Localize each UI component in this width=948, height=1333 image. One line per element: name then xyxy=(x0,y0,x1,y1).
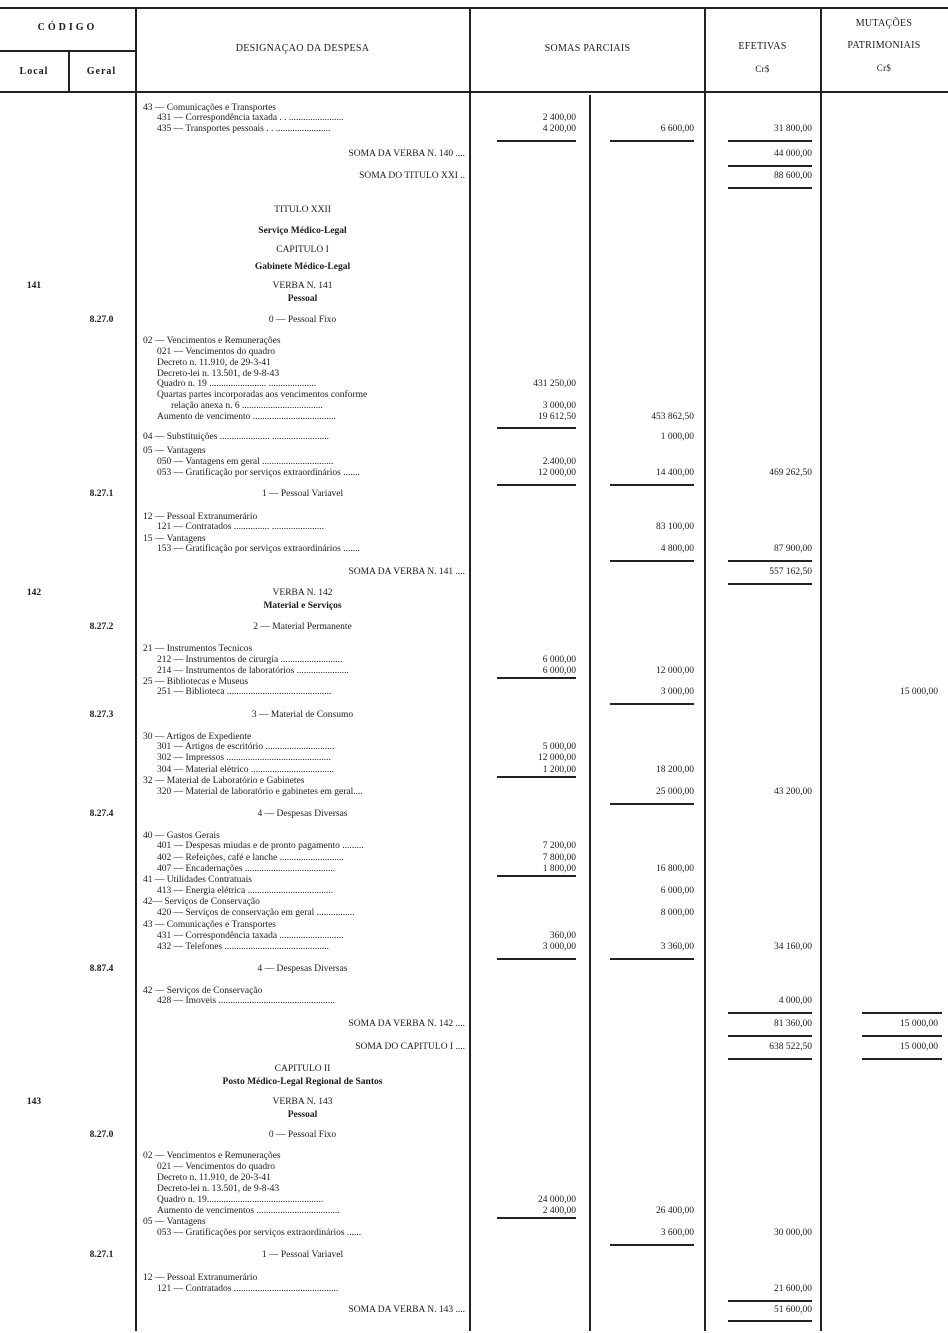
expense-description: 320 — Material de laboratório e gabinetes em geral.... xyxy=(157,787,363,797)
partial-sum-2: 3 600,00 xyxy=(660,1228,694,1238)
sum-rule xyxy=(728,1012,812,1014)
expense-description: 41 — Utilidades Contratuais xyxy=(143,875,252,885)
table-row xyxy=(0,261,948,273)
expense-description: Pessoal xyxy=(287,294,318,304)
partial-sum-1: 2.400,00 xyxy=(542,457,576,467)
table-row xyxy=(0,543,948,555)
sum-rule xyxy=(862,1012,942,1014)
table-row xyxy=(0,1249,948,1261)
table-row xyxy=(0,1129,948,1141)
expense-description: Serviço Médico-Legal xyxy=(258,226,347,236)
table-row xyxy=(0,941,948,953)
expense-description: 42— Serviços de Conservação xyxy=(143,897,260,907)
effective-amount: 469 262,50 xyxy=(769,468,812,478)
sum-rule xyxy=(610,560,694,562)
expense-description: 413 — Energia elétrica .................................... xyxy=(157,886,334,896)
expense-description: 21 — Instrumentos Tecnicos xyxy=(143,644,253,654)
expense-description: 432 — Telefones ............................................ xyxy=(157,942,329,952)
expense-description: 153 — Gratificação por serviços extraordinários ....... xyxy=(157,544,360,554)
expense-description: 251 — Biblioteca ............................................ xyxy=(157,687,332,697)
expense-description: Decreto-lei n. 13.501, de 9-8-43 xyxy=(157,1184,280,1194)
expense-description: Posto Médico-Legal Regional de Santos xyxy=(222,1077,383,1087)
sum-rule xyxy=(728,140,812,142)
sum-rule xyxy=(728,583,812,585)
table-row xyxy=(0,1041,948,1053)
header-designacao: DESIGNAÇAO DA DESPESA xyxy=(235,43,370,54)
table-row xyxy=(0,1076,948,1088)
expense-description: SOMA DA VERBA N. 141 .... xyxy=(348,567,465,577)
expense-description: 301 — Artigos de escritório ............................. xyxy=(157,742,335,752)
expense-description: 021 — Vencimentos do quadro xyxy=(157,1162,276,1172)
expense-description: 15 — Vantagens xyxy=(143,534,206,544)
expense-description: CAPITULO I xyxy=(276,245,329,255)
expense-description: Aumento de vencimento ................................... xyxy=(157,412,336,422)
sum-rule xyxy=(610,958,694,960)
expense-description: 428 — Imoveis ................................................. xyxy=(157,996,335,1006)
table-row xyxy=(0,566,948,578)
partial-sum-1: 1 200,00 xyxy=(542,765,576,775)
expense-description: SOMA DA VERBA N. 142 .... xyxy=(348,1019,465,1029)
expense-description: 43 — Comunicações e Transportes xyxy=(143,920,276,930)
expense-description: 05 — Vantagens xyxy=(143,446,206,456)
effective-amount: 31 800,00 xyxy=(774,124,812,134)
expense-description: 0 — Pessoal Fixo xyxy=(268,1130,337,1140)
sum-rule xyxy=(610,703,694,705)
table-row xyxy=(0,314,948,326)
partial-sum-1: 360,00 xyxy=(549,931,576,941)
partial-sum-2: 453 862,50 xyxy=(651,412,694,422)
header-mutacoes-1: MUTAÇÕES xyxy=(855,18,913,29)
expense-description: 420 — Serviços de conservação em geral ................ xyxy=(157,908,355,918)
expense-description: relação anexa n. 6 .................................. xyxy=(171,401,323,411)
partial-sum-2: 14 400,00 xyxy=(656,468,694,478)
expense-description: Decreto n. 11.910, de 29-3-41 xyxy=(157,358,271,368)
expense-description: SOMA DO CAPITULO I .... xyxy=(355,1042,465,1052)
header-mutacoes-unit: Cr$ xyxy=(876,63,892,73)
table-row xyxy=(0,488,948,500)
expense-description: 053 — Gratificações por serviços extraordinários ...... xyxy=(157,1228,362,1238)
expense-description: 401 — Despesas miudas e de pronto pagamento ......... xyxy=(157,841,364,851)
partial-sum-1: 4 200,00 xyxy=(542,124,576,134)
table-row xyxy=(0,840,948,852)
partial-sum-1: 431 250,00 xyxy=(533,379,576,389)
partial-sum-1: 7 800,00 xyxy=(542,853,576,863)
expense-description: 121 — Contratados ............... ...................... xyxy=(157,522,325,532)
expense-description: TITULO XXII xyxy=(274,205,331,215)
expense-description: VERBA N. 142 xyxy=(272,588,333,598)
expense-description: 42 — Serviços de Conservação xyxy=(143,986,263,996)
expense-description: 304 — Material elétrico ................................... xyxy=(157,765,335,775)
table-row xyxy=(0,148,948,160)
expense-description: VERBA N. 141 xyxy=(272,281,333,291)
sum-rule xyxy=(728,165,812,167)
expense-description: CAPITULO II xyxy=(274,1064,331,1074)
table-row xyxy=(0,411,948,423)
partial-sum-1: 6 000,00 xyxy=(542,666,576,676)
patrimonial-mutation: 15 000,00 xyxy=(900,1042,938,1052)
partial-sum-1: 5 000,00 xyxy=(542,742,576,752)
effective-amount: 51 600,00 xyxy=(774,1305,812,1315)
effective-amount: 638 522,50 xyxy=(769,1042,812,1052)
partial-sum-1: 12 000,00 xyxy=(538,753,576,763)
partial-sum-2: 26 400,00 xyxy=(656,1206,694,1216)
partial-sum-1: 1 800,00 xyxy=(542,864,576,874)
expense-description: 32 — Material de Laboratório e Gabinetes xyxy=(143,776,305,786)
partial-sum-2: 18 200,00 xyxy=(656,765,694,775)
expense-description: 12 — Pessoal Extranumerário xyxy=(143,512,258,522)
expense-description: 12 — Pessoal Extranumerário xyxy=(143,1273,258,1283)
expense-description: 0 — Pessoal Fixo xyxy=(268,315,337,325)
expense-description: 431 — Correspondência taxada ........................... xyxy=(157,931,344,941)
expense-description: 3 — Material de Consumo xyxy=(251,710,354,720)
code-geral: 8.27.4 xyxy=(89,809,114,819)
table-row xyxy=(0,1018,948,1030)
header-somas-parciais: SOMAS PARCIAIS xyxy=(544,43,631,54)
table-row xyxy=(0,907,948,919)
effective-amount: 88 600,00 xyxy=(774,171,812,181)
effective-amount: 21 600,00 xyxy=(774,1284,812,1294)
expense-description: 4 — Despesas Diversas xyxy=(257,809,348,819)
partial-sum-2: 4 800,00 xyxy=(660,544,694,554)
partial-sum-2: 16 800,00 xyxy=(656,864,694,874)
sum-rule xyxy=(862,1035,942,1037)
expense-description: 402 — Refeições, café e lanche ........................... xyxy=(157,853,344,863)
expense-description: 02 — Vencimentos e Remunerações xyxy=(143,1151,281,1161)
table-row xyxy=(0,1227,948,1239)
expense-description: SOMA DO TITULO XXI .. xyxy=(359,171,465,181)
table-row xyxy=(0,123,948,135)
effective-amount: 87 900,00 xyxy=(774,544,812,554)
partial-sum-2: 6 000,00 xyxy=(660,886,694,896)
partial-sum-1: 3 000,00 xyxy=(542,942,576,952)
expense-description: 1 — Pessoal Variavel xyxy=(261,489,344,499)
header-local: Local xyxy=(19,66,49,77)
sum-rule xyxy=(610,484,694,486)
sum-rule xyxy=(497,484,576,486)
expense-description: 25 — Bibliotecas e Museus xyxy=(143,677,249,687)
expense-description: 121 — Contratados ............................................ xyxy=(157,1284,339,1294)
table-row xyxy=(0,587,948,599)
table-row xyxy=(0,963,948,975)
expense-description: Gabinete Médico-Legal xyxy=(254,262,351,272)
expense-description: Material e Serviços xyxy=(263,601,342,611)
code-geral: 8.27.1 xyxy=(89,1250,114,1260)
sum-rule xyxy=(497,140,576,142)
effective-amount: 557 162,50 xyxy=(769,567,812,577)
expense-description: 435 — Transportes pessoais . . ....................... xyxy=(157,124,331,134)
table-row xyxy=(0,621,948,633)
expense-description: 407 — Encadernações ...................................... xyxy=(157,864,336,874)
header-efetivas: EFETIVAS xyxy=(738,41,787,52)
partial-sum-2: 1 000,00 xyxy=(660,432,694,442)
expense-description: Quartas partes incorporadas aos vencimentos conforme xyxy=(157,390,368,400)
header-bottom-rule xyxy=(0,91,948,93)
code-geral: 8.27.0 xyxy=(89,315,114,325)
expense-description: 40 — Gastos Gerais xyxy=(143,831,220,841)
code-geral: 8.27.2 xyxy=(89,622,114,632)
partial-sum-1: 6 000,00 xyxy=(542,655,576,665)
code-geral: 8.27.0 xyxy=(89,1130,114,1140)
code-local: 142 xyxy=(26,588,42,598)
header-efetivas-unit: Cr$ xyxy=(755,64,770,74)
expense-description: Decreto-lei n. 13.501, de 9-8-43 xyxy=(157,369,280,379)
effective-amount: 4 000,00 xyxy=(778,996,812,1006)
sum-rule xyxy=(497,427,576,429)
effective-amount: 34 160,00 xyxy=(774,942,812,952)
sum-rule xyxy=(728,1320,812,1322)
table-row xyxy=(0,225,948,237)
partial-sum-1: 12 000,00 xyxy=(538,468,576,478)
partial-sum-2: 83 100,00 xyxy=(656,522,694,532)
effective-amount: 81 360,00 xyxy=(774,1019,812,1029)
partial-sum-2: 3 000,00 xyxy=(660,687,694,697)
expense-description: 050 — Vantagens em geral .............................. xyxy=(157,457,334,467)
partial-sum-1: 3 000,00 xyxy=(542,401,576,411)
table-row xyxy=(0,244,948,256)
partial-sum-1: 7 200,00 xyxy=(542,841,576,851)
expense-description: VERBA N. 143 xyxy=(272,1097,333,1107)
table-row xyxy=(0,752,948,764)
table-row xyxy=(0,1109,948,1121)
partial-sum-1: 2 400,00 xyxy=(542,113,576,123)
code-geral: 8.87.4 xyxy=(89,964,114,974)
sum-rule xyxy=(610,1244,694,1246)
sum-rule xyxy=(728,187,812,189)
table-row xyxy=(0,280,948,292)
table-row xyxy=(0,995,948,1007)
expense-description: 05 — Vantagens xyxy=(143,1217,206,1227)
header-geral: Geral xyxy=(86,66,117,77)
patrimonial-mutation: 15 000,00 xyxy=(900,687,938,697)
sum-rule xyxy=(862,1058,942,1060)
table-row xyxy=(0,1304,948,1316)
expense-description: 2 — Material Permanente xyxy=(253,622,352,632)
partial-sum-2: 6 600,00 xyxy=(660,124,694,134)
expense-description: Decreto n. 11.910, de 20-3-41 xyxy=(157,1173,271,1183)
partial-sum-2: 8 000,00 xyxy=(660,908,694,918)
partial-sum-2: 3 360,00 xyxy=(660,942,694,952)
code-local: 141 xyxy=(26,281,42,291)
table-row xyxy=(0,786,948,798)
expense-description: 4 — Despesas Diversas xyxy=(257,964,348,974)
expense-description: 431 — Correspondência taxada . . ....................... xyxy=(157,113,344,123)
expense-description: 04 — Substituições ..................... ........................ xyxy=(143,432,330,442)
expense-description: 214 — Instrumentos de laboratórios ...................... xyxy=(157,666,349,676)
table-row xyxy=(0,1063,948,1075)
table-row xyxy=(0,467,948,479)
table-row xyxy=(0,293,948,305)
expense-description: 30 — Artigos de Expediente xyxy=(143,732,252,742)
partial-sum-1: 19 612,50 xyxy=(538,412,576,422)
header-mutacoes-2: PATRIMONIAIS xyxy=(847,40,921,51)
expense-description: 212 — Instrumentos de cirurgia .......................... xyxy=(157,655,343,665)
table-row xyxy=(0,1283,948,1295)
expense-description: 1 — Pessoal Variavel xyxy=(261,1250,344,1260)
expense-description: Quadro n. 19 ........................ .................... xyxy=(157,379,317,389)
table-row xyxy=(0,1096,948,1108)
effective-amount: 30 000,00 xyxy=(774,1228,812,1238)
sum-rule xyxy=(610,803,694,805)
header-codigo: CÓDIGO xyxy=(37,22,98,33)
expense-description: Quadro n. 19................................................. xyxy=(157,1195,324,1205)
expense-description: 43 — Comunicações e Transportes xyxy=(143,103,276,113)
table-row xyxy=(0,204,948,216)
effective-amount: 43 200,00 xyxy=(774,787,812,797)
sum-rule xyxy=(728,1300,812,1302)
partial-sum-1: 2 400,00 xyxy=(542,1206,576,1216)
sum-rule xyxy=(728,560,812,562)
sum-rule xyxy=(497,958,576,960)
code-geral: 8.27.1 xyxy=(89,489,114,499)
sum-rule xyxy=(610,140,694,142)
table-row xyxy=(0,600,948,612)
partial-sum-1: 24 000,00 xyxy=(538,1195,576,1205)
code-geral: 8.27.3 xyxy=(89,710,114,720)
patrimonial-mutation: 15 000,00 xyxy=(900,1019,938,1029)
table-row xyxy=(0,431,948,443)
table-row xyxy=(0,709,948,721)
sum-rule xyxy=(728,1058,812,1060)
partial-sum-2: 12 000,00 xyxy=(656,666,694,676)
expense-description: 053 — Gratificação por serviços extraordinários ....... xyxy=(157,468,360,478)
expense-description: Pessoal xyxy=(287,1110,318,1120)
expense-description: Aumento de vencimentos ................................... xyxy=(157,1206,340,1216)
code-local: 143 xyxy=(26,1097,42,1107)
effective-amount: 44 000,00 xyxy=(774,149,812,159)
expense-description: 302 — Impressos ............................................ xyxy=(157,753,331,763)
expense-description: 021 — Vencimentos do quadro xyxy=(157,347,276,357)
sum-rule xyxy=(728,1035,812,1037)
table-row xyxy=(0,170,948,182)
partial-sum-2: 25 000,00 xyxy=(656,787,694,797)
expense-description: SOMA DA VERBA N. 140 .... xyxy=(348,149,465,159)
expense-description: SOMA DA VERBA N. 143 .... xyxy=(348,1305,465,1315)
table-row xyxy=(0,521,948,533)
expense-description: 02 — Vencimentos e Remunerações xyxy=(143,336,281,346)
table-row xyxy=(0,686,948,698)
table-row xyxy=(0,808,948,820)
top-rule xyxy=(0,7,948,9)
